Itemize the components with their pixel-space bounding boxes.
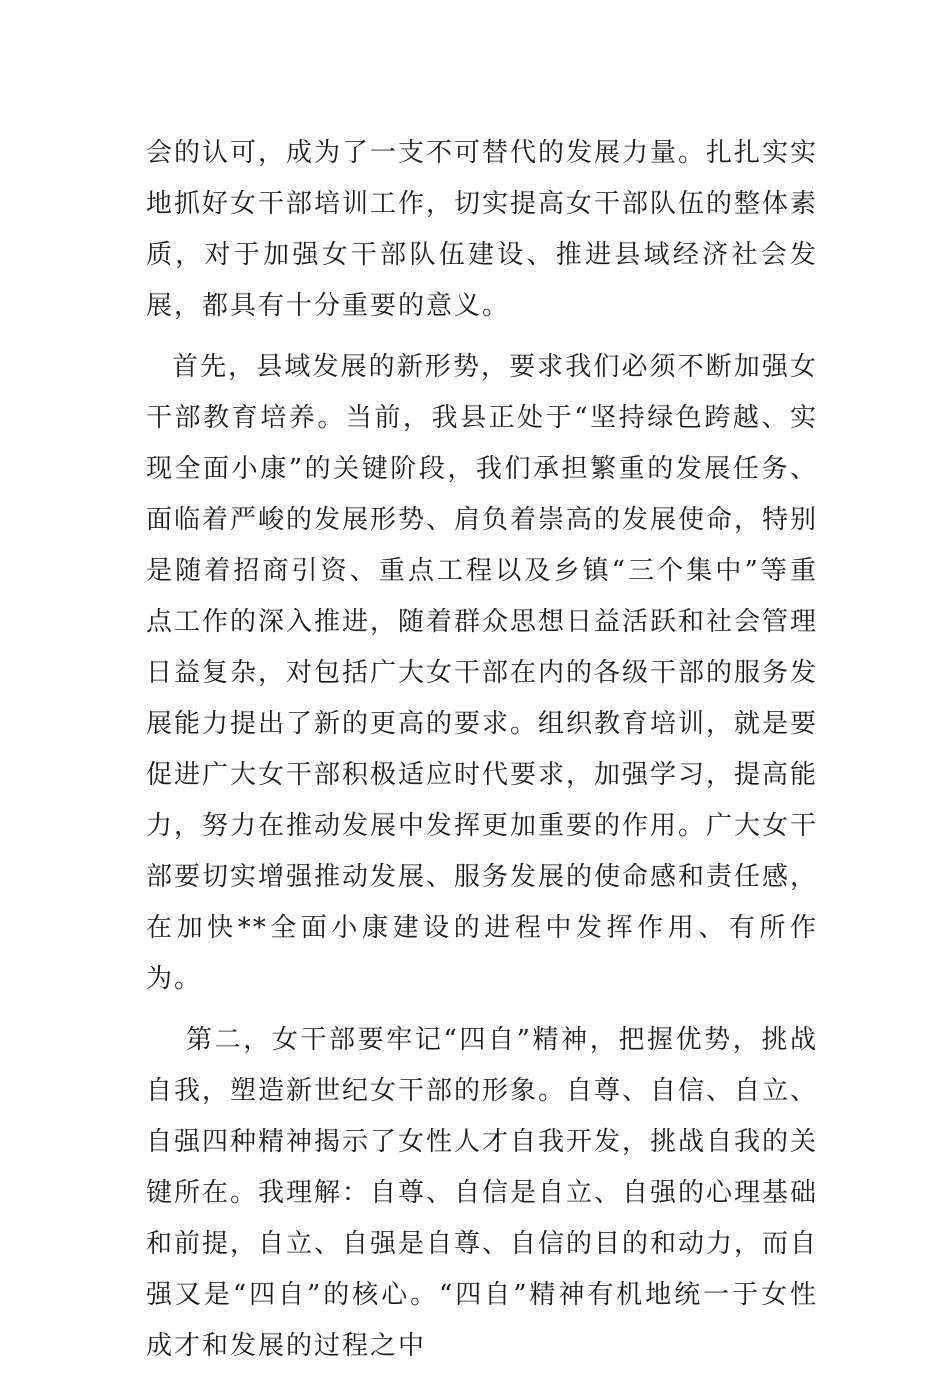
paragraph-1: 会的认可，成为了一支不可替代的发展力量。扎扎实实地抓好女干部培训工作，切实提高女干部队伍的整体素质，对于加强女干部队伍建设、推进县域经济社会发展，都具有十分重要的意义。: [146, 138, 819, 321]
paragraph-2: 首先，县域发展的新形势，要求我们必须不断加强女干部教育培养。当前，我县正处于“坚持绿色跨越、实现全面小康”的关键阶段，我们承担繁重的发展任务、面临着严峻的发展形势、肩负着崇高的发展使命，特别是随着招商引资、重点工程以及乡镇“三个集中”等重点工作的深入推进，随着群众思想日益活跃和社会管理日益复杂，对包括广大女干部在内的各级干部的服务发展能力提出了新的更高的要求。组织教育培训，就是要促进广大女干部积极适应时代要求，加强学习，提高能力，努力在推动发展中发挥更加重要的作用。广大女干部要切实增强推动发展、服务发展的使命感和责任感，在加快**全面小康建设的进程中发挥作用、有所作为。: [146, 352, 819, 994]
paragraph-3: 第二，女干部要牢记“四自”精神，把握优势，挑战自我，塑造新世纪女干部的形象。自尊、自信、自立、自强四种精神揭示了女性人才自我开发，挑战自我的关键所在。我理解：自尊、自信是自立、自强的心理基础和前提，自立、自强是自尊、自信的目的和动力，而自强又是“四自”的核心。“四自”精神有机地统一于女性成才和发展的过程之中: [146, 1025, 819, 1361]
document-body: [146, 128, 818, 1382]
